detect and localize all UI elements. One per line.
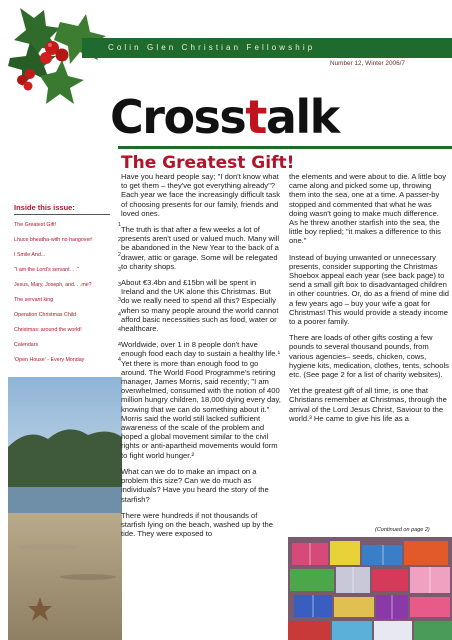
toc-item-label: The Greatest Gift!: [14, 222, 57, 228]
toc-item[interactable]: [14, 267, 124, 280]
toc-item-label: Lhuce bheatha-with no hangover!: [14, 237, 93, 243]
article-title: The Greatest Gift!: [121, 153, 295, 173]
masthead-part2: alk: [265, 90, 339, 144]
article-paragraph: Instead of buying unwanted or unnecessary presents, consider supporting the Christmas Shoebox appeal each year (see back page) to send a small gift box to disadvantaged children in other countries. Or, do as a friend of mine did a few years ago – buy your wife a goat for Christmas! This would provide a steady income to a poorer family.: [289, 252, 449, 327]
toc-item-page: 1: [118, 222, 121, 228]
masthead-rule: [118, 146, 452, 149]
inside-issue-title: Inside this issue:: [14, 203, 75, 212]
toc-item-label: "I am the Lord's servant. . .": [14, 267, 79, 273]
toc-item-label: Christmas: around the world!: [14, 327, 82, 333]
article-paragraph: There were hundreds if not thousands of starfish lying on the beach, washed up by the tide. They were exposed to: [121, 510, 273, 539]
toc-item-label: Calendars: [14, 342, 39, 348]
toc-item-page: 3: [118, 282, 121, 288]
issue-number: Number 12, Winter 2006/7: [330, 60, 405, 67]
article-paragraph: The truth is that after a few weeks a lot of presents aren't used or valued much. Many will be abandoned in the New Year to the back of a drawer, attic or garage. Some will be relegated to charity shops.: [121, 225, 280, 271]
toc-item-label: The servant king: [14, 297, 54, 303]
toc-item-label: 'Open House' - Every Monday: [14, 357, 85, 363]
article-paragraph: What can we do to make an impact on a problem this size? Can we do much as individuals? Have you heard the story of the starfish?: [121, 466, 269, 504]
article-paragraph: Have you heard people say; "I don't know what to get them – they've got everything already"? Each year we face the increasingly difficult task of choosing presents for our family, friends and loved ones.: [121, 172, 280, 218]
article-paragraph: There are loads of other gifts costing a few pounds to several thousand pounds, from various agencies– seeds, chicken, cows, hygiene kits, medication, clothes, tents, schools etc. (See page 2 for a list of charity websites).: [289, 333, 449, 380]
toc-item[interactable]: [14, 312, 124, 325]
toc-item-page: 4: [118, 357, 121, 363]
masthead-cross-letter: t: [245, 90, 266, 144]
masthead-part1: Cross: [110, 90, 246, 144]
masthead-title: [110, 90, 339, 144]
article-paragraph: the elements and were about to die. A little boy came along and picked some up, throwing them into the sea, one at a time. A passer-by stopped and commented that what he was doing wasn't going to make much difference. As he threw another starfish into the sea, the little boy replied; "it makes a difference to this one.": [289, 172, 447, 246]
toc-item[interactable]: [14, 357, 124, 370]
toc-item-label: I Smile And...: [14, 252, 46, 258]
toc-item-page: 3: [118, 297, 121, 303]
continued-note: (Continued on page 2): [375, 527, 430, 533]
toc-item[interactable]: [14, 282, 124, 295]
toc-item-label: Operation Christmas Child: [14, 312, 77, 318]
sidebar-divider: [14, 214, 110, 215]
toc-item[interactable]: [14, 252, 124, 265]
toc-item[interactable]: [14, 327, 124, 340]
toc-item-page: 2: [118, 252, 121, 258]
fellowship-name: Colin Glen Christian Fellowship: [108, 43, 316, 52]
gift-boxes-photo: [288, 537, 452, 640]
toc-item[interactable]: [14, 237, 124, 250]
toc-item-page: 2: [118, 237, 121, 243]
article-paragraph: About €3.4bn and £15bn will be spent in Ireland and the UK alone this Christmas. But do we really need to spend all this? Especially when so many people around the world cannot afford basic necessities such as food, water or healthcare.: [121, 278, 279, 334]
toc-item-page: 4: [118, 342, 121, 348]
article-paragraph: Yet the greatest gift of all time, is one that Christians remember at Christmas, through the arrival of the Lord Jesus Christ, Saviour to the world.³ He came to give his life as a: [289, 386, 447, 423]
toc-item[interactable]: [14, 297, 124, 310]
toc-item[interactable]: [14, 222, 124, 235]
toc-item-page: 3: [118, 267, 121, 273]
toc-item-label: Jesus, Mary, Joseph, and. . .me?: [14, 282, 92, 288]
article-column-1: [121, 172, 281, 545]
toc-item-page: 4: [118, 312, 121, 318]
toc-item-page: 4: [118, 327, 121, 333]
beach-starfish-photo: [8, 377, 122, 640]
holly-decoration: [0, 0, 120, 120]
article-paragraph: Worldwide, over 1 in 8 people don't have enough food each day to sustain a healthy life.¹ Yet there is more than enough food to go around. The World Food Programme's retiring manager, James Morris, said recently; "I am overwhelmed, consumed with the notion of 400 million hungry children, 18,000 dying every day, knowing that we can do something about it." Morris said the world still lacked sufficient awareness of the scale of the problem and hoped a global movement similar to the civil rights or anti-apartheid movements would form to fight world hunger.²: [121, 340, 281, 460]
article-column-2: [289, 172, 449, 430]
toc-item[interactable]: [14, 342, 124, 355]
